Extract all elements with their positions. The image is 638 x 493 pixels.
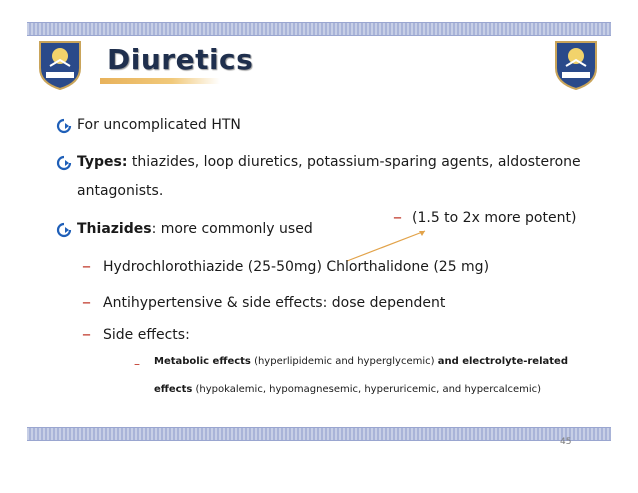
detail-text: (hyperlipidemic and hyperglycemic) (250, 356, 438, 367)
bottom-decorative-band (27, 427, 611, 441)
bold-phrase: and electrolyte-related (437, 356, 568, 367)
bold-phrase: Metabolic effects (154, 356, 251, 367)
bullet-bold-label: Types: (77, 154, 128, 170)
bullet-text: For uncomplicated HTN (77, 117, 241, 133)
bullet-text: antagonists. (77, 183, 164, 199)
title-underline (100, 78, 220, 84)
university-crest-icon-left (36, 38, 84, 90)
dash-icon: – (134, 357, 140, 371)
bullet-text: thiazides, loop diuretics, potassium-sparing agents, aldosterone (127, 154, 581, 170)
dash-icon: – (82, 256, 91, 277)
detail-text: (hypokalemic, hypomagnesemic, hyperuricemic, and hypercalcemic) (192, 384, 542, 395)
bullet-text: : more commonly used (151, 221, 313, 237)
callout-text: (1.5 to 2x more potent) (412, 210, 577, 226)
circled-arrow-icon (56, 222, 72, 238)
sub-bullet-text: Hydrochlorothiazide (25-50mg) Chlorthalidone (25 mg) (103, 259, 490, 275)
dash-icon: – (82, 292, 91, 313)
sub-bullet-text: Antihypertensive & side effects: dose dependent (103, 295, 446, 311)
dash-icon: – (393, 207, 402, 228)
potency-callout (393, 207, 577, 228)
slide-title: Diuretics (107, 43, 254, 76)
top-decorative-band (27, 22, 611, 36)
circled-arrow-icon (56, 155, 72, 171)
dash-icon: – (82, 324, 91, 345)
sub-bullet-text: Side effects: (103, 327, 190, 343)
page-number: 45 (560, 437, 572, 447)
circled-arrow-icon (56, 118, 72, 134)
bullet-bold-label: Thiazides (77, 221, 152, 237)
university-crest-icon-right (552, 38, 600, 90)
bold-phrase: effects (154, 384, 193, 395)
